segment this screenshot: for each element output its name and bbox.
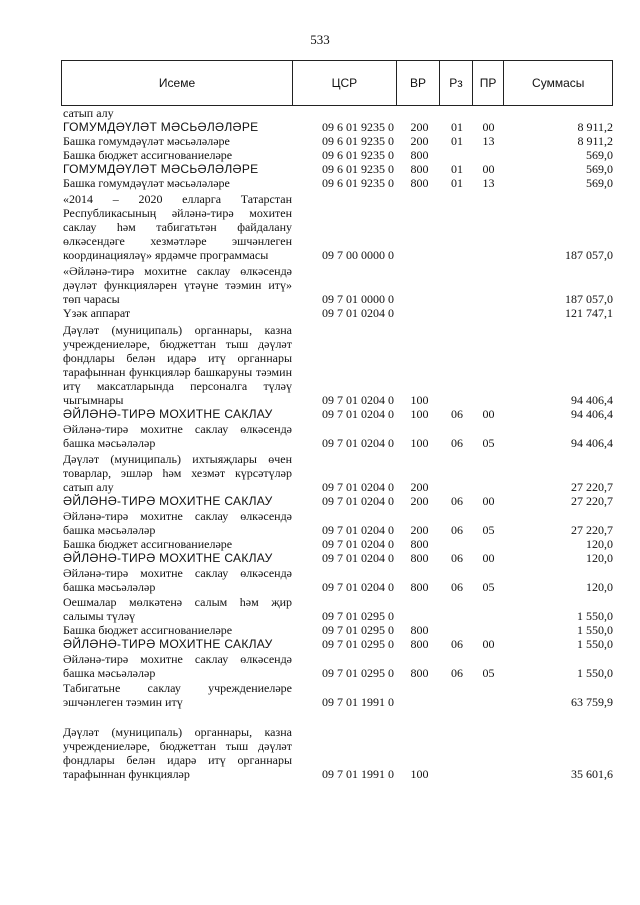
row-csr: 09 7 01 0204 0 [322, 407, 394, 421]
row-name: «2014 – 2020 елларга Татарстан Республикасының әйләнә-тирә мохитен саклау һәм табигатьтән файдалану өлкәсендәге хезмәтләре эшчәнлеген координацияләү» ярдәмче программасы [63, 192, 292, 262]
row-rz: 01 [451, 120, 463, 134]
row-csr: 09 7 01 0204 0 [322, 580, 394, 594]
row-pr: 00 [482, 162, 495, 176]
row-sum: 569,0 [586, 176, 613, 190]
row-vr: 100 [410, 393, 429, 407]
row-sum: 120,0 [586, 580, 613, 594]
row-csr: 09 7 01 1991 0 [322, 767, 394, 781]
row-name: «Әйләнә-тирә мохитне саклау өлкәсендә дәүләт функцияләрен үтәүне тәэмин итү» төп чарасы [63, 264, 292, 306]
row-sum: 1 550,0 [577, 666, 613, 680]
row-csr: 09 7 01 0295 0 [322, 666, 394, 680]
row-csr: 09 6 01 9235 0 [322, 176, 394, 190]
table-row [61, 106, 613, 120]
table-row [61, 407, 613, 421]
row-csr: 09 7 01 0204 0 [322, 306, 394, 320]
table-row [61, 450, 613, 494]
row-csr: 09 7 01 0204 0 [322, 393, 394, 407]
table-row [61, 565, 613, 594]
table-row [61, 594, 613, 623]
row-sum: 121 747,1 [565, 306, 613, 320]
row-vr: 800 [410, 551, 429, 565]
table-row [61, 306, 613, 320]
row-vr: 200 [410, 134, 429, 148]
row-csr: 09 6 01 9235 0 [322, 120, 394, 134]
row-name: ӘЙЛӘНӘ-ТИРӘ МОХИТНЕ САКЛАУ [63, 407, 273, 421]
row-vr: 800 [410, 623, 429, 637]
row-csr: 09 7 01 0204 0 [322, 551, 394, 565]
row-csr: 09 7 00 0000 0 [322, 248, 394, 262]
table-row [61, 508, 613, 537]
table-row [61, 551, 613, 565]
table-row [61, 494, 613, 508]
row-sum: 569,0 [586, 162, 613, 176]
row-vr: 100 [410, 407, 429, 421]
table-row [61, 120, 613, 134]
table-row [61, 176, 613, 190]
row-pr: 05 [482, 523, 495, 537]
row-pr: 00 [482, 551, 495, 565]
table-row [61, 651, 613, 680]
table-row [61, 709, 613, 781]
row-vr: 200 [410, 523, 429, 537]
row-vr: 800 [410, 148, 429, 162]
table-row [61, 537, 613, 551]
budget-table [61, 60, 613, 781]
row-vr: 200 [410, 120, 429, 134]
row-vr: 800 [410, 176, 429, 190]
row-rz: 06 [451, 637, 463, 651]
table-row [61, 637, 613, 651]
row-csr: 09 7 01 0295 0 [322, 637, 394, 651]
row-sum: 187 057,0 [565, 248, 613, 262]
row-sum: 94 406,4 [571, 436, 613, 450]
row-sum: 94 406,4 [571, 407, 613, 421]
row-rz: 06 [451, 407, 463, 421]
row-pr: 00 [482, 407, 495, 421]
row-rz: 01 [451, 162, 463, 176]
row-sum: 27 220,7 [571, 523, 613, 537]
row-csr: 09 7 01 0204 0 [322, 494, 394, 508]
table-header [61, 60, 613, 106]
row-name: Башка бюджет ассигнованиеләре [63, 148, 233, 162]
row-name: Үзәк аппарат [63, 306, 131, 320]
row-name: ӘЙЛӘНӘ-ТИРӘ МОХИТНЕ САКЛАУ [63, 494, 273, 508]
row-csr: 09 7 01 0204 0 [322, 537, 394, 551]
table-row [61, 262, 613, 306]
row-name: Дәүләт (муниципаль) органнары, казна учреждениеләре, бюджеттан тыш дәүләт фондлары белән идарә итү органнары тарафыннан функцияләр башкаруны тәэмин итү максатларында персоналга түләү чыгымнары [63, 323, 292, 407]
row-csr: 09 6 01 9235 0 [322, 148, 394, 162]
row-rz: 06 [451, 523, 463, 537]
row-csr: 09 7 01 0204 0 [322, 480, 394, 494]
row-vr: 800 [410, 537, 429, 551]
row-name: Табигатьне саклау учреждениеләре эшчәнлеген тәэмин итү [63, 681, 292, 709]
row-name: сатып алу [63, 106, 114, 120]
header-rz: Рз [439, 61, 472, 105]
table-row [61, 134, 613, 148]
row-sum: 35 601,6 [571, 767, 613, 781]
row-name: Оешмалар мөлкәтенә салым һәм җир салымы түләү [63, 595, 292, 623]
row-sum: 1 550,0 [577, 637, 613, 651]
header-name: Исеме [158, 76, 196, 90]
row-sum: 8 911,2 [577, 120, 613, 134]
row-name: Башка бюджет ассигнованиеләре [63, 537, 233, 551]
row-pr: 00 [482, 120, 495, 134]
row-name: Әйләнә-тирә мохитне саклау өлкәсендә башка мәсьәләләр [63, 652, 292, 680]
table-row [61, 421, 613, 450]
row-pr: 13 [482, 134, 495, 148]
row-pr: 00 [482, 494, 495, 508]
row-rz: 06 [451, 666, 463, 680]
row-vr: 800 [410, 162, 429, 176]
row-pr: 05 [482, 666, 495, 680]
row-name: ГОМУМДӘҮЛӘТ МӘСЬӘЛӘЛӘРЕ [63, 162, 259, 176]
header-pr: ПР [472, 61, 504, 105]
header-sum: Суммасы [503, 61, 612, 105]
row-pr: 00 [482, 637, 495, 651]
row-name: Әйләнә-тирә мохитне саклау өлкәсендә башка мәсьәләләр [63, 422, 292, 450]
row-name: Дәүләт (муниципаль) ихтыяҗлары өчен товарлар, эшләр һәм хезмәт күрсәтүләр сатып алу [63, 452, 292, 494]
table-row [61, 148, 613, 162]
row-rz: 06 [451, 551, 463, 565]
row-csr: 09 6 01 9235 0 [322, 134, 394, 148]
row-vr: 100 [410, 436, 429, 450]
row-name: ӘЙЛӘНӘ-ТИРӘ МОХИТНЕ САКЛАУ [63, 551, 273, 565]
row-name: Әйләнә-тирә мохитне саклау өлкәсендә башка мәсьәләләр [63, 566, 292, 594]
row-pr: 05 [482, 580, 495, 594]
row-name: Дәүләт (муниципаль) органнары, казна учреждениеләре, бюджеттан тыш дәүләт фондлары белән идарә итү органнары тарафыннан функцияләр [63, 725, 292, 781]
row-csr: 09 7 01 0295 0 [322, 609, 394, 623]
row-name: ӘЙЛӘНӘ-ТИРӘ МОХИТНЕ САКЛАУ [63, 637, 273, 651]
row-name: Әйләнә-тирә мохитне саклау өлкәсендә башка мәсьәләләр [63, 509, 292, 537]
row-csr: 09 7 01 0000 0 [322, 292, 394, 306]
table-body [61, 106, 613, 781]
table-row [61, 190, 613, 262]
row-sum: 94 406,4 [571, 393, 613, 407]
header-vr: ВР [396, 61, 439, 105]
row-rz: 06 [451, 494, 463, 508]
row-csr: 09 7 01 0204 0 [322, 436, 394, 450]
page-number: 533 [310, 32, 330, 47]
row-vr: 800 [410, 637, 429, 651]
row-name: Башка бюджет ассигнованиеләре [63, 623, 233, 637]
row-vr: 100 [410, 767, 429, 781]
row-csr: 09 6 01 9235 0 [322, 162, 394, 176]
row-name: Башка гомумдәүләт мәсьәләләре [63, 134, 230, 148]
table-row [61, 680, 613, 709]
row-vr: 200 [410, 494, 429, 508]
row-pr: 13 [482, 176, 495, 190]
row-rz: 06 [451, 580, 463, 594]
table-row [61, 320, 613, 407]
row-sum: 120,0 [586, 551, 613, 565]
row-sum: 63 759,9 [571, 695, 613, 709]
row-sum: 8 911,2 [577, 134, 613, 148]
row-sum: 187 057,0 [565, 292, 613, 306]
row-vr: 800 [410, 666, 429, 680]
header-csr: ЦСР [292, 61, 396, 105]
row-sum: 1 550,0 [577, 623, 613, 637]
row-rz: 06 [451, 436, 463, 450]
row-sum: 1 550,0 [577, 609, 613, 623]
row-vr: 800 [410, 580, 429, 594]
row-csr: 09 7 01 0204 0 [322, 523, 394, 537]
row-csr: 09 7 01 0295 0 [322, 623, 394, 637]
row-sum: 27 220,7 [571, 480, 613, 494]
row-name: Башка гомумдәүләт мәсьәләләре [63, 176, 230, 190]
row-pr: 05 [482, 436, 495, 450]
row-rz: 01 [451, 176, 463, 190]
table-row [61, 162, 613, 176]
row-sum: 120,0 [586, 537, 613, 551]
row-sum: 569,0 [586, 148, 613, 162]
row-csr: 09 7 01 1991 0 [322, 695, 394, 709]
row-rz: 01 [451, 134, 463, 148]
row-sum: 27 220,7 [571, 494, 613, 508]
row-name: ГОМУМДӘҮЛӘТ МӘСЬӘЛӘЛӘРЕ [63, 120, 259, 134]
row-vr: 200 [410, 480, 429, 494]
table-row [61, 623, 613, 637]
